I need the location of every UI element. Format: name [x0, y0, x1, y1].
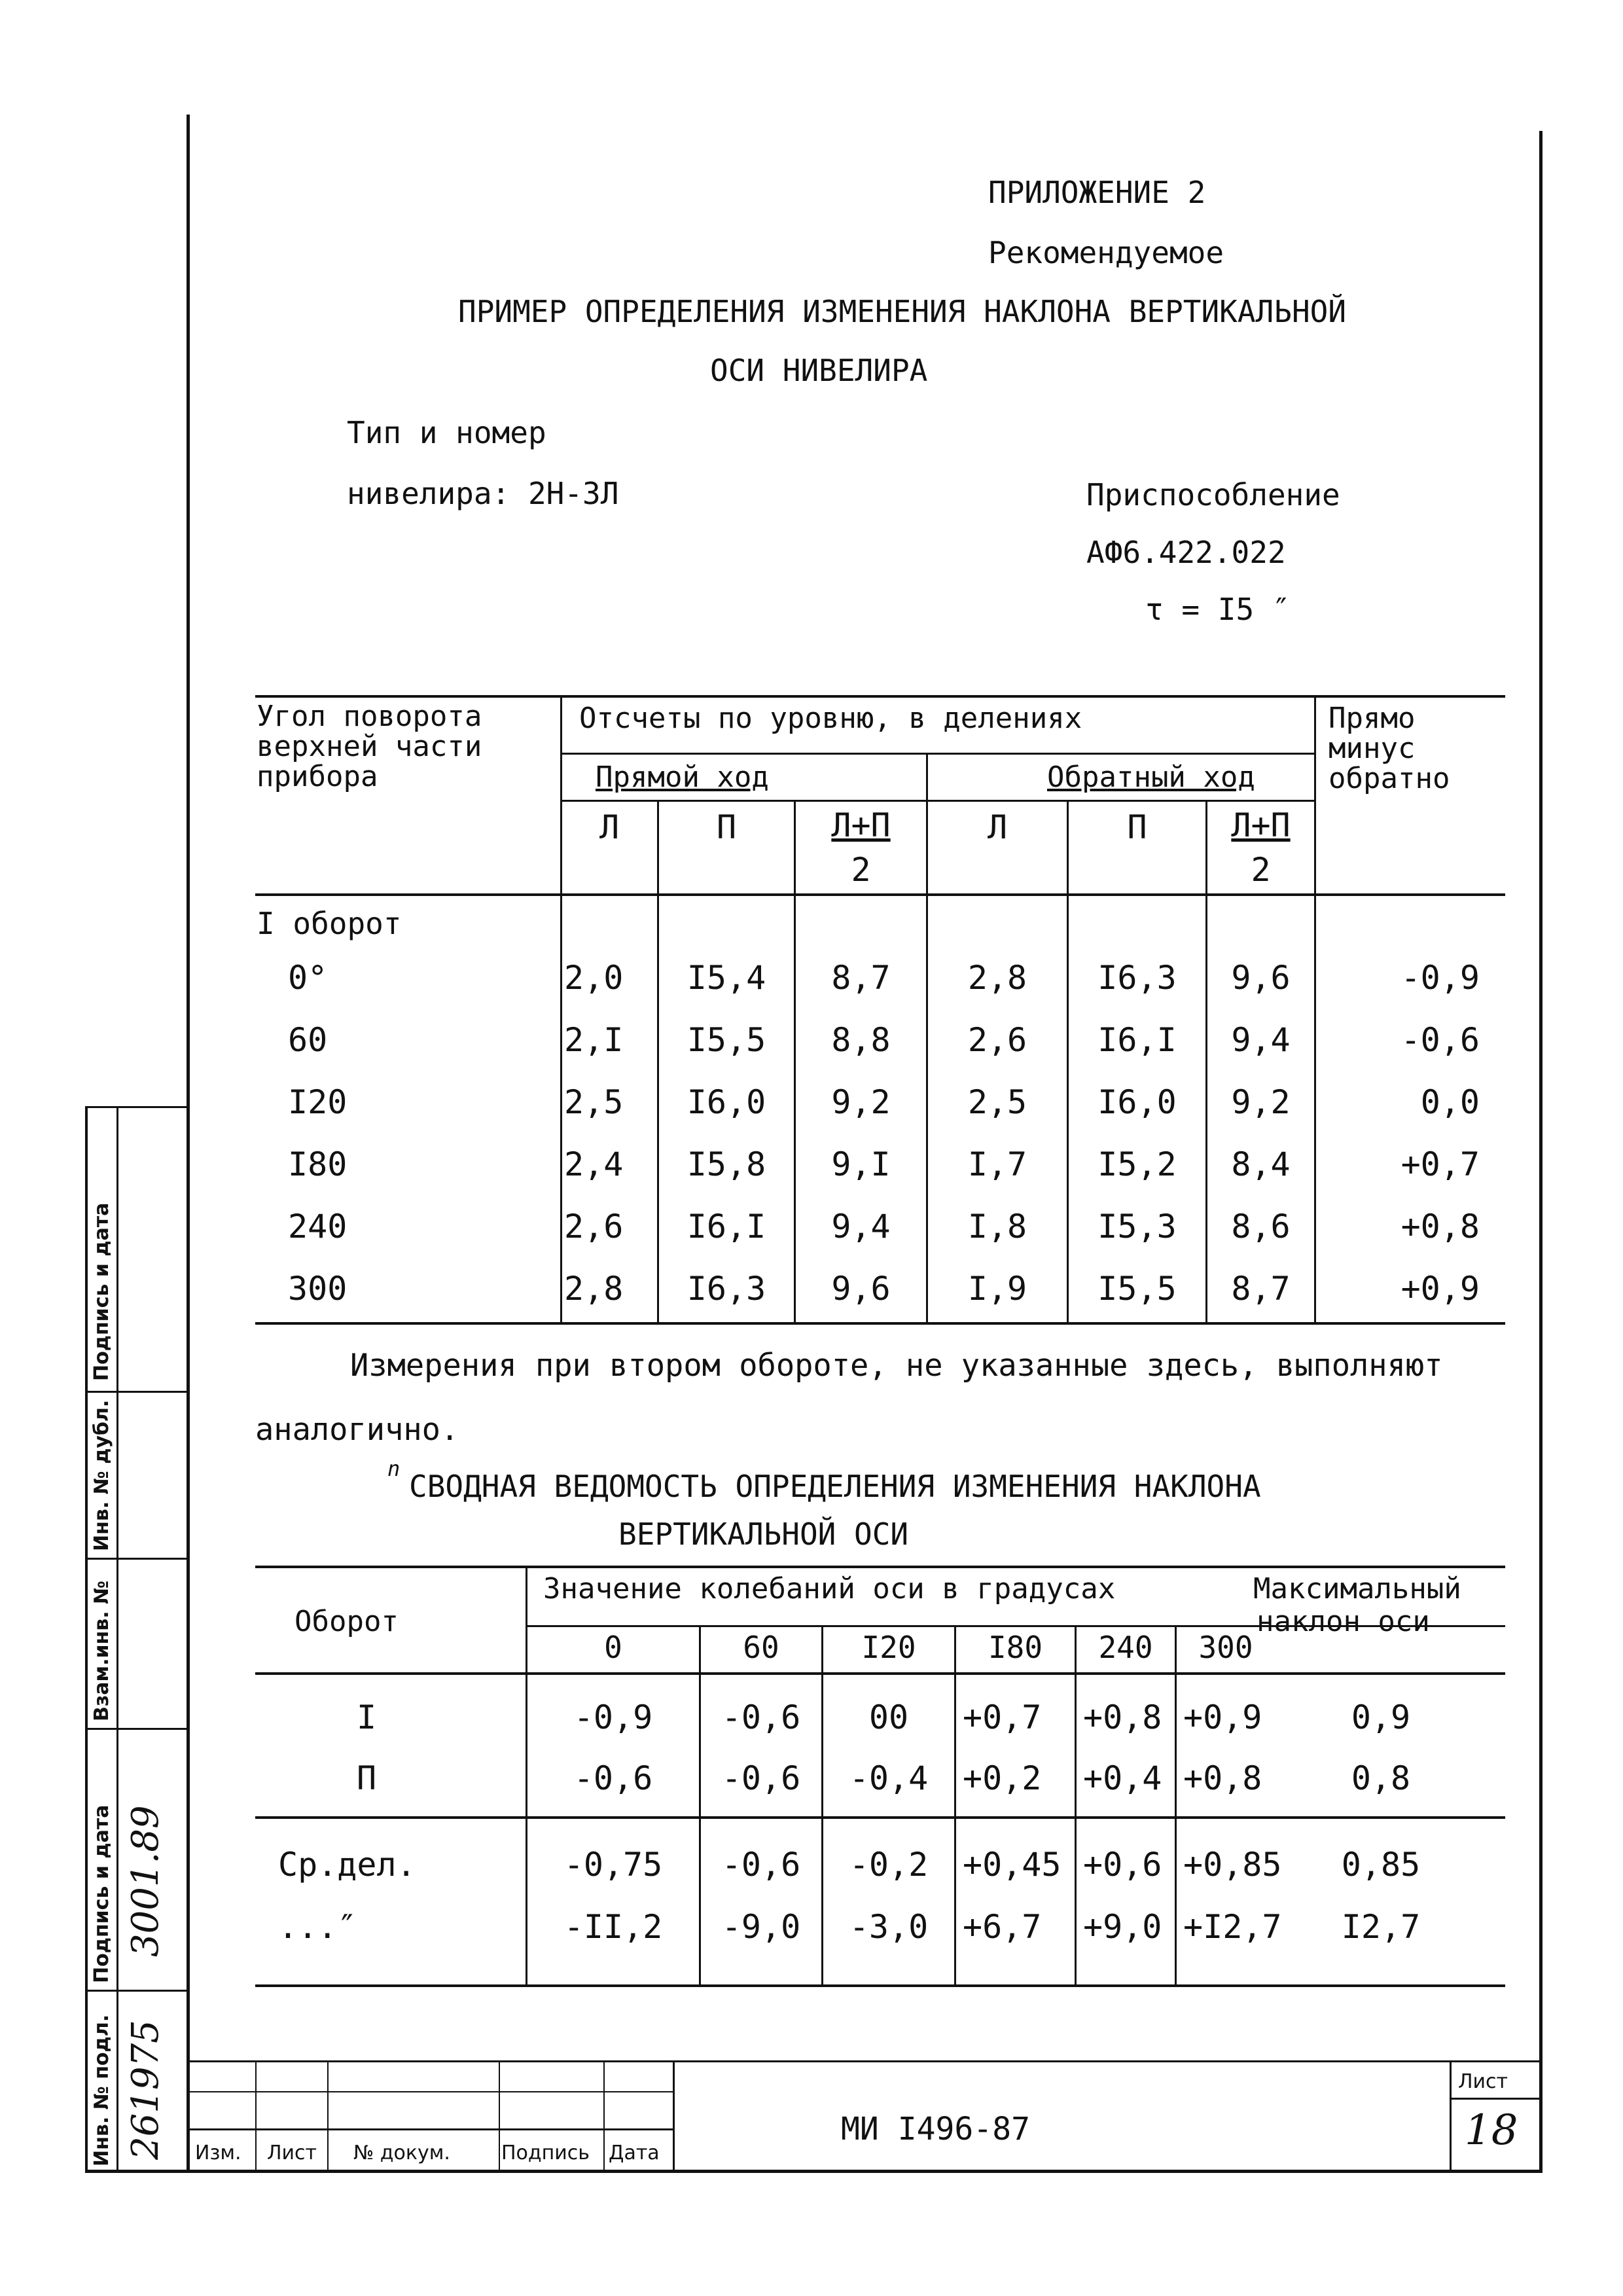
t2-value-cell: -0,6	[721, 1759, 801, 1797]
t1-fwd-right-cell: I5,8	[687, 1145, 766, 1183]
t1-back-right-cell: I5,5	[1097, 1270, 1177, 1308]
t2-value-cell: +I2,7	[1183, 1908, 1282, 1946]
t1-fwd-left-cell: 2,6	[564, 1208, 624, 1246]
t1-diff-cell: 0,0	[1420, 1083, 1480, 1121]
t2-max-cell: 0,8	[1351, 1759, 1411, 1797]
t1-angle-cell: 60	[288, 1021, 328, 1059]
side-strip-line-inner	[116, 1106, 118, 2170]
t1-col-angle-text: Угол поворота верхней части прибора	[257, 700, 482, 794]
t1-sub-line1	[562, 753, 1314, 755]
side-strip-line	[85, 1106, 88, 2170]
stamp-col-5	[673, 2060, 675, 2172]
t2-turn-cell: I	[356, 1698, 377, 1736]
t1-fwd-avg-cell: 9,2	[831, 1083, 891, 1121]
stamp-col-izm: Изм.	[195, 2142, 241, 2164]
side-label-inv-dubl: Инв. № дубл.	[90, 1399, 113, 1551]
frame-bottom-line	[85, 2170, 1543, 2173]
stamp-col-sign: Подпись	[501, 2142, 590, 2164]
t1-top-line	[255, 695, 1505, 698]
t1-diff-cell: -0,6	[1400, 1021, 1480, 1059]
side-label-podpis-data-2: Подпись и дата	[90, 1804, 113, 1983]
t1-fwd-avg-cell: 9,6	[831, 1270, 891, 1308]
t1-angle-cell: I20	[288, 1083, 348, 1121]
t1-fwd-avg-cell: 8,7	[831, 959, 891, 997]
t2-turn-cell: ...″	[278, 1908, 357, 1946]
t1-back-left-cell: I,9	[967, 1270, 1027, 1308]
t1-back-left-cell: 2,6	[967, 1021, 1027, 1059]
t1-sub-bL: Л	[987, 808, 1008, 846]
t1-col-diff	[1329, 704, 1499, 795]
t2-value-cell: -0,4	[849, 1759, 929, 1797]
t1-col-forward: Прямой ход	[596, 761, 769, 794]
t2-max-cell: 0,85	[1341, 1846, 1421, 1884]
t1-back-right-cell: I6,I	[1097, 1021, 1177, 1059]
t2-value-cell: +0,8	[1183, 1759, 1262, 1797]
t2-value-cell: -0,6	[573, 1759, 653, 1797]
t2-value-cell: -3,0	[849, 1908, 929, 1946]
t1-back-right-cell: I5,2	[1097, 1145, 1177, 1183]
t2-angle-header: I20	[861, 1630, 916, 1665]
t1-back-left-cell: I,7	[967, 1145, 1027, 1183]
t1-back-right-cell: I5,3	[1097, 1208, 1177, 1246]
t1-back-avg-cell: 9,2	[1231, 1083, 1291, 1121]
stamp-sheet-col	[1450, 2060, 1452, 2172]
fixture-label: Приспособление	[1086, 477, 1340, 512]
t1-col-angle	[257, 702, 544, 793]
t2-value-cell: -0,9	[573, 1698, 653, 1736]
t2-value-cell: +9,0	[1083, 1908, 1162, 1946]
stamp-sheet-label: Лист	[1458, 2070, 1508, 2093]
stamp-top-line	[190, 2060, 1539, 2062]
t2-value-cell: 00	[868, 1698, 909, 1736]
t1-sub-fA-num: Л+П	[831, 806, 891, 844]
t1-back-right-cell: I6,3	[1097, 959, 1177, 997]
side-label-inv-podl: Инв. № подл.	[90, 2014, 113, 2166]
instrument-type-label: Тип и номер	[347, 415, 546, 450]
t2-col-values: Значение колебаний оси в градусах	[543, 1572, 1116, 1605]
t2-angle-header: I80	[988, 1630, 1043, 1665]
t2-value-cell: +0,6	[1083, 1846, 1162, 1884]
t1-fwd-left-cell: 2,4	[564, 1145, 624, 1183]
t2-value-cell: +0,4	[1083, 1759, 1162, 1797]
t1-fwd-avg-cell: 9,I	[831, 1145, 891, 1183]
t2-col-max-line2: наклон оси	[1257, 1605, 1430, 1638]
summary-title-line2: ВЕРТИКАЛЬНОЙ ОСИ	[618, 1516, 909, 1552]
t1-sub-fL: Л	[599, 808, 620, 846]
t1-diff-cell: +0,7	[1400, 1145, 1480, 1183]
t1-back-avg-cell: 9,4	[1231, 1021, 1291, 1059]
t2-value-cell: -0,6	[721, 1846, 801, 1884]
t2-angle-header: 60	[743, 1630, 779, 1665]
t2-col-turn: Оборот	[294, 1605, 399, 1638]
note-line2: аналогично.	[255, 1412, 459, 1448]
t1-fwd-left-cell: 2,8	[564, 1270, 624, 1308]
t2-value-cell: +0,85	[1183, 1846, 1282, 1884]
t1-angle-cell: 0°	[288, 959, 328, 997]
stamp-sheet-line	[1450, 2098, 1539, 2100]
handwritten-signature: 3001.89	[124, 1805, 167, 1957]
t1-diff-cell: +0,8	[1400, 1208, 1480, 1246]
instrument-type-value: нивелира: 2Н-3Л	[347, 476, 619, 511]
t1-diff-cell: -0,9	[1400, 959, 1480, 997]
t2-value-cell: +0,8	[1083, 1698, 1162, 1736]
frame-left-line	[187, 115, 190, 2170]
side-divider-2	[85, 1391, 187, 1393]
t2-max-cell: 0,9	[1351, 1698, 1411, 1736]
fixture-code: АФ6.422.022	[1086, 535, 1286, 570]
frame-right-line	[1539, 131, 1543, 2173]
t1-sub-bP: П	[1127, 808, 1147, 846]
t1-back-avg-cell: 8,7	[1231, 1270, 1291, 1308]
t2-angle-header: 0	[604, 1630, 622, 1665]
appendix-label: ПРИЛОЖЕНИЕ 2	[988, 175, 1206, 210]
t1-angle-cell: I80	[288, 1145, 348, 1183]
t2-top-line	[255, 1566, 1505, 1568]
t1-back-avg-cell: 8,4	[1231, 1145, 1291, 1183]
t1-fwd-right-cell: I6,I	[687, 1208, 766, 1246]
t1-sub-bA-num: Л+П	[1231, 806, 1291, 844]
side-divider-4	[85, 1728, 187, 1730]
t2-header-bottom	[255, 1672, 1505, 1675]
t1-angle-cell: 300	[288, 1270, 348, 1308]
t2-angle-header: 300	[1198, 1630, 1253, 1665]
stamp-sheet-number: 18	[1465, 2106, 1518, 2155]
summary-title-line1: СВОДНАЯ ВЕДОМОСТЬ ОПРЕДЕЛЕНИЯ ИЗМЕНЕНИЯ НАКЛОНА	[409, 1469, 1261, 1504]
t1-back-left-cell: I,8	[967, 1208, 1027, 1246]
t2-bottom-line	[255, 1984, 1505, 1987]
stamp-row-line-1	[190, 2091, 674, 2092]
t1-col-backward: Обратный ход	[1047, 761, 1255, 794]
t1-fwd-avg-cell: 9,4	[831, 1208, 891, 1246]
t1-v1	[560, 695, 562, 1323]
t2-value-cell: +0,9	[1183, 1698, 1262, 1736]
side-label-vzam-inv: Взам.инв. №	[90, 1580, 113, 1721]
stamp-doc-code: МИ I496-87	[841, 2111, 1030, 2147]
note-line1: Измерения при втором обороте, не указанные здесь, выполняют	[350, 1348, 1443, 1384]
t2-col-max-line1: Максимальный	[1253, 1572, 1461, 1605]
t1-sub-bA-den: 2	[1251, 851, 1271, 889]
side-divider-5	[85, 1990, 187, 1992]
appendix-status: Рекомендуемое	[988, 235, 1224, 270]
t2-value-cell: +6,7	[963, 1908, 1042, 1946]
appendix-title-line2: ОСИ НИВЕЛИРА	[710, 353, 928, 388]
side-label-podpis-data: Подпись и дата	[90, 1202, 113, 1381]
summary-mark: n	[387, 1456, 401, 1481]
t1-angle-cell: 240	[288, 1208, 348, 1246]
t1-fwd-left-cell: 2,I	[564, 1021, 624, 1059]
t2-mid-line	[255, 1816, 1505, 1819]
t2-turn-cell: Ср.дел.	[278, 1846, 416, 1884]
stamp-col-4	[603, 2060, 605, 2172]
stamp-col-2	[327, 2060, 329, 2172]
t1-col-diff-text: Прямо минус обратно	[1329, 702, 1450, 796]
t1-fwd-right-cell: I5,4	[687, 959, 766, 997]
stamp-col-date: Дата	[609, 2142, 660, 2164]
side-divider-1	[85, 1106, 187, 1108]
t1-fwd-avg-cell: 8,8	[831, 1021, 891, 1059]
t2-value-cell: +0,45	[963, 1846, 1061, 1884]
t2-value-cell: -0,2	[849, 1846, 929, 1884]
t1-sub-fA-den: 2	[851, 851, 871, 889]
t2-max-cell: I2,7	[1341, 1908, 1421, 1946]
t1-bottom-line	[255, 1322, 1505, 1325]
t2-value-cell: -0,75	[563, 1846, 663, 1884]
t1-group-label: I оборот	[257, 906, 402, 941]
tau-value: τ = I5 ″	[1145, 592, 1291, 627]
t2-value-cell: +0,7	[963, 1698, 1042, 1736]
t1-back-right-cell: I6,0	[1097, 1083, 1177, 1121]
t1-fwd-right-cell: I6,3	[687, 1270, 766, 1308]
t2-turn-cell: П	[356, 1759, 377, 1797]
t1-fwd-right-cell: I6,0	[687, 1083, 766, 1121]
t2-value-cell: -0,6	[721, 1698, 801, 1736]
stamp-col-1	[255, 2060, 257, 2172]
appendix-title-line1: ПРИМЕР ОПРЕДЕЛЕНИЯ ИЗМЕНЕНИЯ НАКЛОНА ВЕРТИКАЛЬНОЙ	[458, 294, 1347, 329]
handwritten-inv-number: 261975	[124, 2020, 167, 2160]
stamp-col-3	[499, 2060, 500, 2172]
t2-value-cell: -9,0	[721, 1908, 801, 1946]
stamp-col-doc: № докум.	[353, 2142, 450, 2164]
t1-header-bottom	[255, 893, 1505, 896]
t1-back-left-cell: 2,5	[967, 1083, 1027, 1121]
t1-col-readings: Отсчеты по уровню, в делениях	[579, 702, 1082, 735]
t2-value-cell: +0,2	[963, 1759, 1042, 1797]
t2-value-cell: -II,2	[563, 1908, 663, 1946]
t1-back-avg-cell: 9,6	[1231, 959, 1291, 997]
t1-back-avg-cell: 8,6	[1231, 1208, 1291, 1246]
stamp-row-line-2	[190, 2128, 674, 2130]
side-divider-3	[85, 1558, 187, 1560]
t2-angle-header: 240	[1098, 1630, 1153, 1665]
t1-fwd-left-cell: 2,0	[564, 959, 624, 997]
t1-diff-cell: +0,9	[1400, 1270, 1480, 1308]
t1-sub-fP: П	[716, 808, 737, 846]
t1-sub-line2	[562, 800, 1314, 802]
stamp-col-list: Лист	[267, 2142, 317, 2164]
t1-fwd-right-cell: I5,5	[687, 1021, 766, 1059]
t1-fwd-left-cell: 2,5	[564, 1083, 624, 1121]
t1-back-left-cell: 2,8	[967, 959, 1027, 997]
